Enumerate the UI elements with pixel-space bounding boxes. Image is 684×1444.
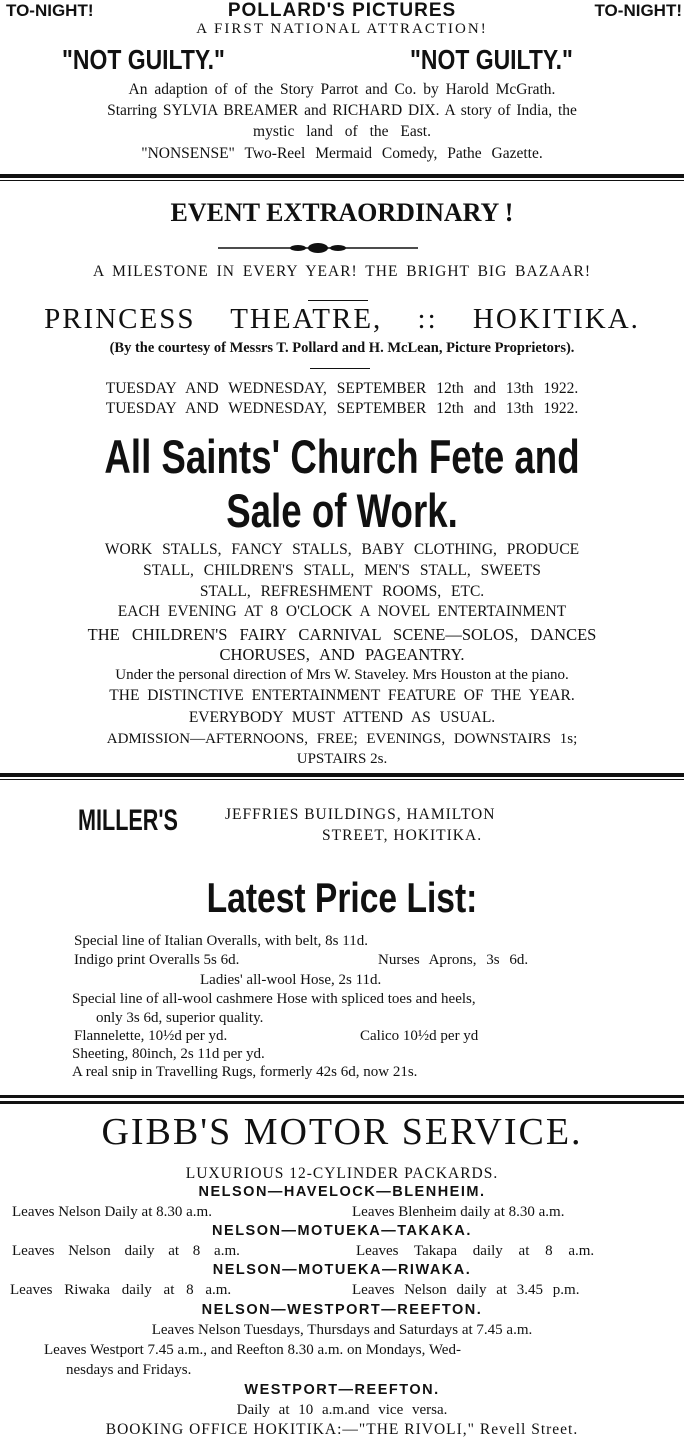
fete-tagline: A MILESTONE IN EVERY YEAR! THE BRIGHT BIG BAZAAR! — [92, 263, 592, 280]
millers-address-2: STREET, HOKITIKA. — [322, 827, 483, 844]
divider-rule-thin — [0, 779, 684, 780]
route-4-line-2: Leaves Westport 7.45 a.m., and Reefton 8.30 a.m. on Mondays, Wed- — [44, 1342, 461, 1358]
venue-line: PRINCESS THEATRE, :: HOKITIKA. — [44, 303, 640, 335]
price-item-1: Special line of Italian Overalls, with belt, 8s 11d. — [74, 933, 368, 949]
short-rule — [310, 368, 370, 369]
price-list-title: Latest Price List: — [206, 874, 478, 921]
divider-rule — [0, 1095, 684, 1098]
fete-title-1: All Saints' Church Fete and — [104, 430, 580, 483]
pollards-line-3: mystic land of the East. — [253, 123, 431, 140]
fete-date-2: TUESDAY AND WEDNESDAY, SEPTEMBER 12th and 13th 1922. — [105, 400, 579, 417]
price-item-6: Sheeting, 80inch, 2s 11d per yd. — [72, 1046, 265, 1062]
route-3-title: NELSON—MOTUEKA—RIWAKA. — [212, 1262, 472, 1278]
millers-address-1: JEFFRIES BUILDINGS, HAMILTON — [225, 806, 496, 823]
price-item-5a: Flannelette, 10½d per yd. — [74, 1028, 228, 1044]
pollards-line-1: An adaption of of the Story Parrot and Co. by Harold McGrath. — [128, 81, 556, 98]
upstairs-line: UPSTAIRS 2s. — [296, 751, 388, 767]
route-1-left: Leaves Nelson Daily at 8.30 a.m. — [12, 1204, 212, 1220]
pollards-line-4: "NONSENSE" Two-Reel Mermaid Comedy, Pathe Gazette. — [141, 145, 543, 162]
route-2-right: Leaves Takapa daily at 8 a.m. — [356, 1243, 595, 1259]
admission-line: ADMISSION—AFTERNOONS, FREE; EVENINGS, DOWNSTAIRS 1s; — [106, 731, 578, 747]
stalls-line-2: STALL, CHILDREN'S STALL, MEN'S STALL, SWEETS — [143, 562, 541, 579]
route-3-right: Leaves Nelson daily at 3.45 p.m. — [352, 1282, 580, 1298]
route-1-title: NELSON—HAVELOCK—BLENHEIM. — [198, 1184, 486, 1200]
price-item-2b: Nurses Aprons, 3s 6d. — [378, 952, 529, 968]
ornament-divider-icon — [218, 241, 418, 255]
route-2-title: NELSON—MOTUEKA—TAKAKA. — [212, 1223, 472, 1239]
stalls-line-3: STALL, REFRESHMENT ROOMS, ETC. — [199, 583, 485, 600]
direction-line: Under the personal direction of Mrs W. Staveley. Mrs Houston at the piano. — [115, 667, 569, 683]
millers-ad — [0, 782, 684, 1092]
price-item-2a: Indigo print Overalls 5s 6d. — [74, 952, 240, 968]
divider-rule — [0, 773, 684, 777]
price-item-3: Ladies' all-wool Hose, 2s 11d. — [200, 972, 382, 988]
price-item-5b: Calico 10½d per yd — [360, 1028, 479, 1044]
route-4-line-1: Leaves Nelson Tuesdays, Thursdays and Saturdays at 7.45 a.m. — [151, 1322, 533, 1338]
attend-line: EVERYBODY MUST ATTEND AS USUAL. — [188, 709, 496, 726]
divider-rule-thin — [0, 1101, 684, 1104]
tonight-left: TO-NIGHT! — [6, 1, 94, 20]
route-4-title: NELSON—WESTPORT—REEFTON. — [201, 1302, 483, 1318]
price-item-7: A real snip in Travelling Rugs, formerly 42s 6d, now 21s. — [72, 1064, 418, 1080]
pollards-title: POLLARD'S PICTURES — [227, 0, 457, 21]
pollards-line-2: Starring SYLVIA BREAMER and RICHARD DIX. A story of India, the — [107, 102, 577, 119]
feature-line: THE DISTINCTIVE ENTERTAINMENT FEATURE OF THE YEAR. — [109, 687, 575, 704]
church-fete-ad — [0, 182, 684, 772]
tonight-right: TO-NIGHT! — [594, 1, 682, 20]
stalls-line-1: WORK STALLS, FANCY STALLS, BABY CLOTHING, PRODUCE — [104, 541, 580, 558]
fete-date-1: TUESDAY AND WEDNESDAY, SEPTEMBER 12th and 13th 1922. — [105, 380, 579, 397]
price-item-4: Special line of all-wool cashmere Hose with spliced toes and heels, — [72, 991, 476, 1007]
divider-rule-thin — [0, 180, 684, 181]
pollards-pictures-ad — [0, 0, 684, 180]
gibbs-motor-ad — [0, 1106, 684, 1444]
route-1-right: Leaves Blenheim daily at 8.30 a.m. — [352, 1204, 565, 1220]
route-5-title: WESTPORT—REEFTON. — [244, 1382, 440, 1398]
booking-office-line: BOOKING OFFICE HOKITIKA:—"THE RIVOLI," Revell Street. — [105, 1421, 579, 1438]
carnival-line: THE CHILDREN'S FAIRY CARNIVAL SCENE—SOLOS, DANCES — [87, 625, 597, 644]
courtesy-line: (By the courtesy of Messrs T. Pollard and H. McLean, Picture Proprietors). — [109, 340, 575, 356]
feature-title-right: "NOT GUILTY." — [410, 44, 573, 75]
price-item-4b: only 3s 6d, superior quality. — [96, 1010, 264, 1026]
pollards-subtitle: A FIRST NATIONAL ATTRACTION! — [196, 21, 488, 37]
fete-heading: EVENT EXTRAORDINARY ! — [170, 198, 514, 227]
fete-title-2: Sale of Work. — [226, 484, 458, 537]
route-5-line: Daily at 10 a.m.and vice versa. — [236, 1402, 448, 1418]
short-rule — [308, 300, 368, 301]
divider-rule — [0, 174, 684, 178]
evening-line: EACH EVENING AT 8 O'CLOCK A NOVEL ENTERTAINMENT — [117, 603, 567, 620]
gibbs-subtitle: LUXURIOUS 12-CYLINDER PACKARDS. — [185, 1165, 499, 1182]
route-4-line-3: nesdays and Fridays. — [66, 1362, 192, 1378]
gibbs-title: GIBB'S MOTOR SERVICE. — [101, 1111, 583, 1153]
feature-title-left: "NOT GUILTY." — [62, 44, 225, 75]
choruses-line: CHORUSES, AND PAGEANTRY. — [219, 645, 465, 664]
route-3-left: Leaves Riwaka daily at 8 a.m. — [10, 1282, 232, 1298]
route-2-left: Leaves Nelson daily at 8 a.m. — [12, 1243, 240, 1259]
millers-name: MILLER'S — [78, 804, 178, 837]
